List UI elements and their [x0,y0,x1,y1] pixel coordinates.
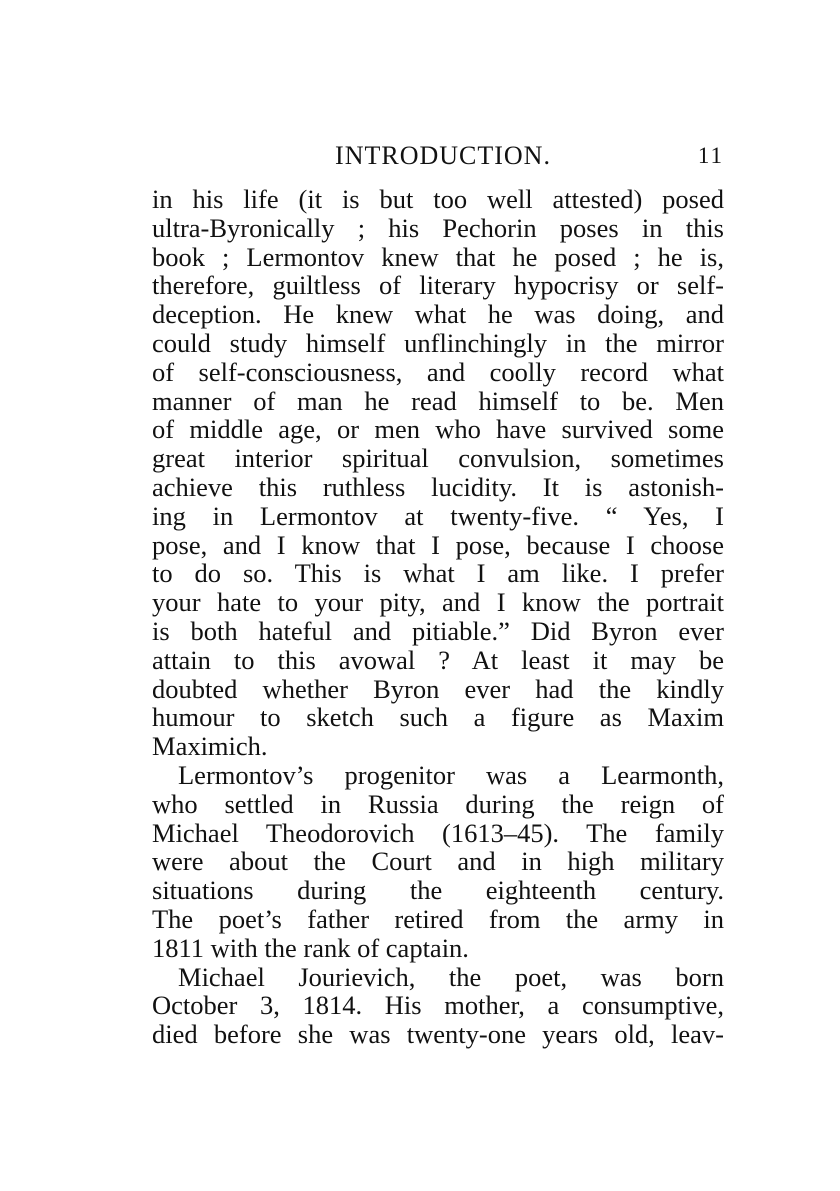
text-line: in his life (it is but too well attested) posed [152,184,724,214]
body-text [152,185,724,1049]
text-line: great interior spiritual convulsion, sometimes [152,443,724,474]
text-line: Lermontov’s progenitor was a Learmonth, [178,759,724,790]
running-head [152,138,724,174]
text-line: deception. He knew what he was doing, and [152,299,724,330]
text-line: were about the Court and in high military [152,846,724,877]
text-line: Michael Theodorovich (1613–45). The family [152,817,724,848]
text-line: attain to this avowal ? At least it may be [152,644,724,675]
text-line: who settled in Russia during the reign of [152,788,724,819]
text-line: could study himself unflinchingly in the mirror [152,327,724,358]
page-number: 11 [697,143,724,168]
text-line: book ; Lermontov knew that he posed ; he is, [152,241,724,272]
text-line: therefore, guiltless of literary hypocrisy or self- [152,270,724,301]
text-line: manner of man he read himself to be. Men [152,385,724,416]
text-line: is both hateful and pitiable.” Did Byron ever [152,615,724,646]
text-line: Maximich. [152,731,268,762]
text-line: of self-consciousness, and coolly record what [152,356,724,387]
text-line: pose, and I know that I pose, because I choose [152,529,724,560]
text-line: ing in Lermontov at twenty-five. “ Yes, I [152,500,724,531]
text-line: your hate to your pity, and I know the portrait [152,587,724,618]
text-line: Michael Jourievich, the poet, was born [178,961,724,992]
text-line: to do so. This is what I am like. I prefer [152,558,724,589]
text-line: 1811 with the rank of captain. [152,932,469,963]
text-line: doubted whether Byron ever had the kindly [152,673,724,704]
text-line: situations during the eighteenth century. [152,875,724,906]
text-line: died before she was twenty-one years old, leav- [152,1019,724,1050]
text-line: The poet’s father retired from the army in [152,903,724,934]
text-line: ultra-Byronically ; his Pechorin poses in this [152,212,724,243]
chapter-title: INTRODUCTION. [335,141,551,170]
text-line: achieve this ruthless lucidity. It is astonish- [152,471,724,502]
text-line: of middle age, or men who have survived some [152,414,724,445]
text-line: October 3, 1814. His mother, a consumptive, [152,990,724,1021]
text-line: humour to sketch such a figure as Maxim [152,702,724,733]
